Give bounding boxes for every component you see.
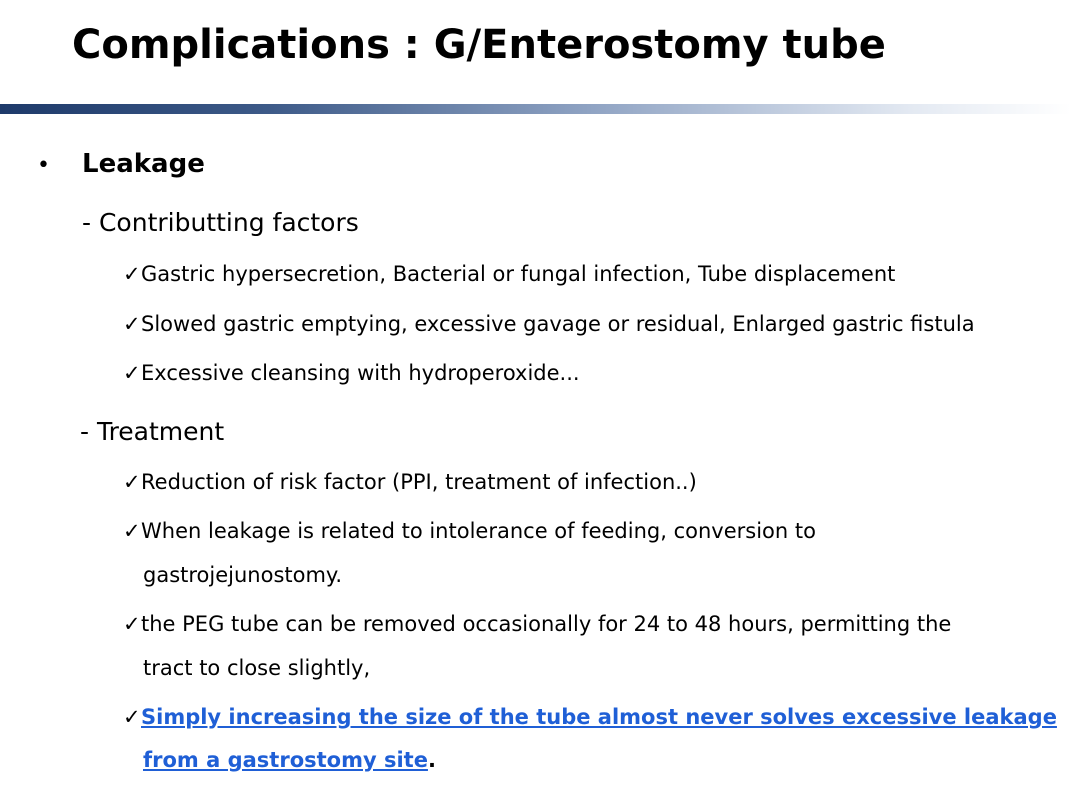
title-divider — [0, 104, 1071, 114]
subheading-treatment: - Treatment — [80, 417, 225, 446]
checkmark-icon: ✓ — [123, 705, 141, 729]
checkmark-icon: ✓ — [123, 312, 141, 336]
treatment-item: ✓When leakage is related to intolerance of feeding, conversion to — [123, 519, 816, 543]
treatment-item-continuation: gastrojejunostomy. — [143, 563, 343, 587]
highlighted-link-text[interactable]: from a gastrostomy site — [143, 748, 428, 772]
checkmark-icon: ✓ — [123, 361, 141, 385]
treatment-item: ✓the PEG tube can be removed occasionally for 24 to 48 hours, permitting the — [123, 612, 952, 636]
factor-item: ✓Excessive cleansing with hydroperoxide... — [123, 361, 580, 385]
treatment-item: ✓Reduction of risk factor (PPI, treatment of infection..) — [123, 470, 697, 494]
subheading-contributing-factors: - Contributting factors — [82, 208, 359, 237]
highlighted-link-text[interactable]: Simply increasing the size of the tube almost never solves excessive leakage — [141, 705, 1057, 729]
bullet-icon: • — [37, 153, 50, 178]
checkmark-icon: ✓ — [123, 612, 141, 636]
treatment-item-highlight — [123, 705, 1057, 729]
checkmark-icon: ✓ — [123, 519, 141, 543]
section-heading-leakage: Leakage — [82, 149, 205, 179]
slide-title: Complications : G/Enterostomy tube — [72, 22, 886, 68]
treatment-item-continuation: from a gastrostomy site. — [143, 748, 436, 772]
treatment-item-continuation: tract to close slightly, — [143, 656, 371, 680]
factor-item: ✓Gastric hypersecretion, Bacterial or fungal infection, Tube displacement — [123, 262, 896, 286]
checkmark-icon: ✓ — [123, 262, 141, 286]
factor-item: ✓Slowed gastric emptying, excessive gavage or residual, Enlarged gastric fistula — [123, 312, 975, 336]
checkmark-icon: ✓ — [123, 470, 141, 494]
